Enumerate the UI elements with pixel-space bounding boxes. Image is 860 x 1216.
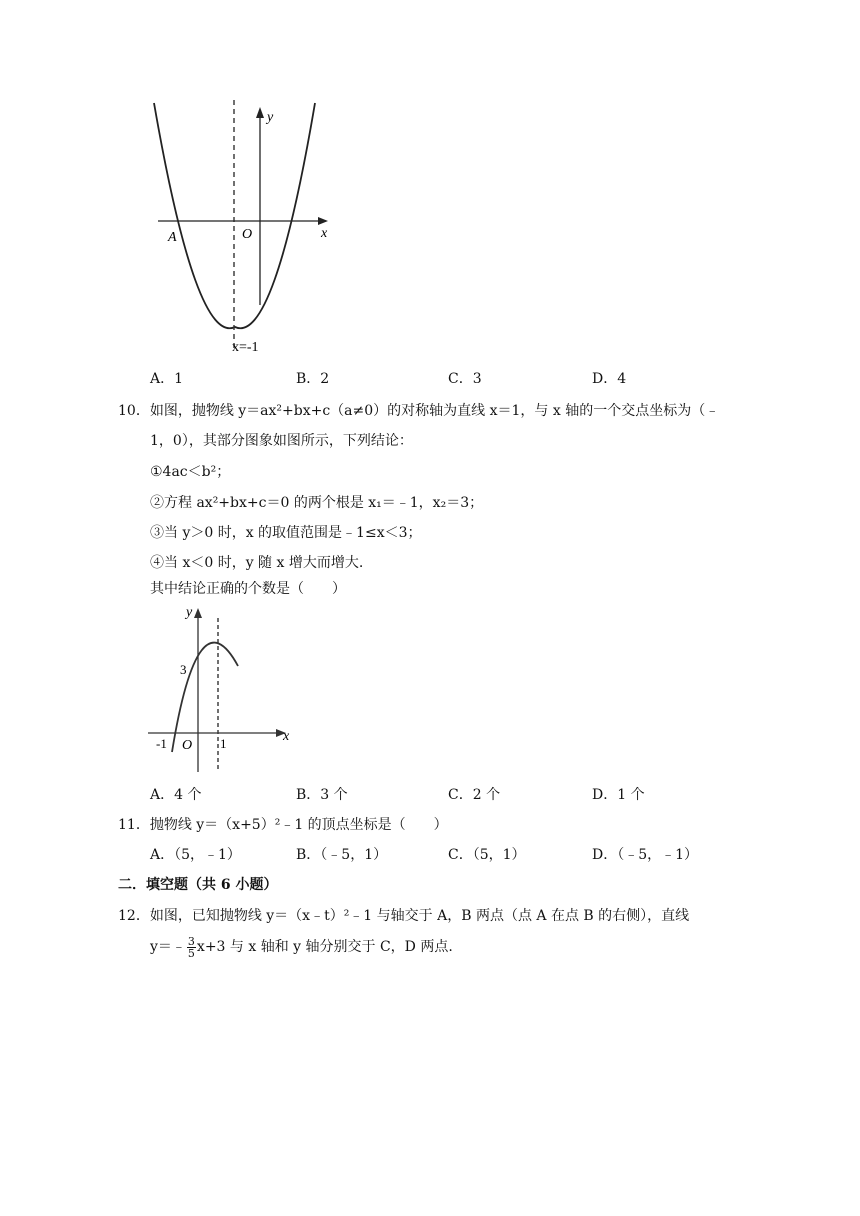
fraction-numerator: 3 (187, 934, 195, 948)
x-axis-arrow-icon (318, 217, 328, 225)
q12-stem-line1: 12．如图，已知抛物线 y＝（x﹣t）²﹣1 与轴交于 A，B 两点（点 A 在点 B 的右侧），直线 (118, 908, 690, 924)
q10-conclusion-3: ③当 y＞0 时，x 的取值范围是﹣1≤x＜3； (150, 525, 422, 541)
fraction-3-5 (187, 936, 196, 959)
x-tick-label-neg1: -1 (156, 736, 167, 751)
q11-option-b[interactable]: B．（﹣5，1） (296, 847, 388, 863)
graph-parabola-axis-1 (140, 600, 300, 778)
q12-line2-prefix: y＝﹣ (150, 939, 186, 955)
q10-question: 其中结论正确的个数是（ ） (150, 581, 346, 597)
x-axis-label: x (283, 729, 290, 744)
y-intercept-label-3: 3 (180, 662, 187, 677)
q10-stem-line1: 10．如图，抛物线 y＝ax²+bx+c（a≠0）的对称轴为直线 x＝1，与 x 轴的一个交点坐标为（﹣ (118, 403, 720, 419)
q12-line2-suffix: x+3 与 x 轴和 y 轴分别交于 C，D 两点. (196, 939, 453, 955)
q9-option-c[interactable]: C．3 (448, 371, 482, 387)
q10-option-d[interactable]: D．1 个 (592, 787, 645, 803)
x-tick-label-1: 1 (220, 736, 227, 751)
x-axis-label: x (321, 226, 328, 241)
y-axis-arrow-icon (256, 107, 264, 118)
q9-option-b[interactable]: B．2 (296, 371, 330, 387)
q10-option-b[interactable]: B．3 个 (296, 787, 348, 803)
q11-option-d[interactable]: D．（﹣5，﹣1） (592, 847, 699, 863)
q10-conclusion-4: ④当 x＜0 时，y 随 x 增大而增大. (150, 555, 364, 571)
q11-option-c[interactable]: C．（5，1） (448, 847, 526, 863)
fraction-denominator: 5 (187, 946, 195, 960)
q9-option-d[interactable]: D．4 (592, 371, 627, 387)
parabola-curve (172, 643, 238, 752)
q11-option-a[interactable]: A．（5，﹣1） (150, 847, 241, 863)
section-title-fill-in: 二．填空题（共 6 小题） (118, 877, 278, 893)
q9-option-a[interactable]: A．1 (150, 371, 184, 387)
q10-option-a[interactable]: A．4 个 (150, 787, 202, 803)
q10-conclusion-1: ①4ac＜b²； (150, 464, 231, 480)
graph-parabola-vertex-neg1 (140, 95, 350, 360)
origin-label: O (182, 738, 193, 753)
q10-conclusion-2: ②方程 ax²+bx+c＝0 的两个根是 x₁＝﹣1，x₂＝3； (150, 495, 484, 511)
symmetry-axis-label: x=-1 (232, 340, 259, 355)
q10-option-c[interactable]: C．2 个 (448, 787, 501, 803)
y-axis-label: y (186, 605, 193, 620)
q11-stem: 11．抛物线 y＝（x+5）²﹣1 的顶点坐标是（ ） (118, 817, 448, 833)
y-axis-arrow-icon (194, 608, 202, 618)
q10-stem-line2: 1，0），其部分图象如图所示，下列结论： (150, 433, 413, 449)
y-axis-label: y (267, 110, 274, 125)
point-a-label: A (168, 230, 177, 245)
origin-label: O (242, 227, 253, 242)
q12-stem-line2 (150, 934, 453, 960)
